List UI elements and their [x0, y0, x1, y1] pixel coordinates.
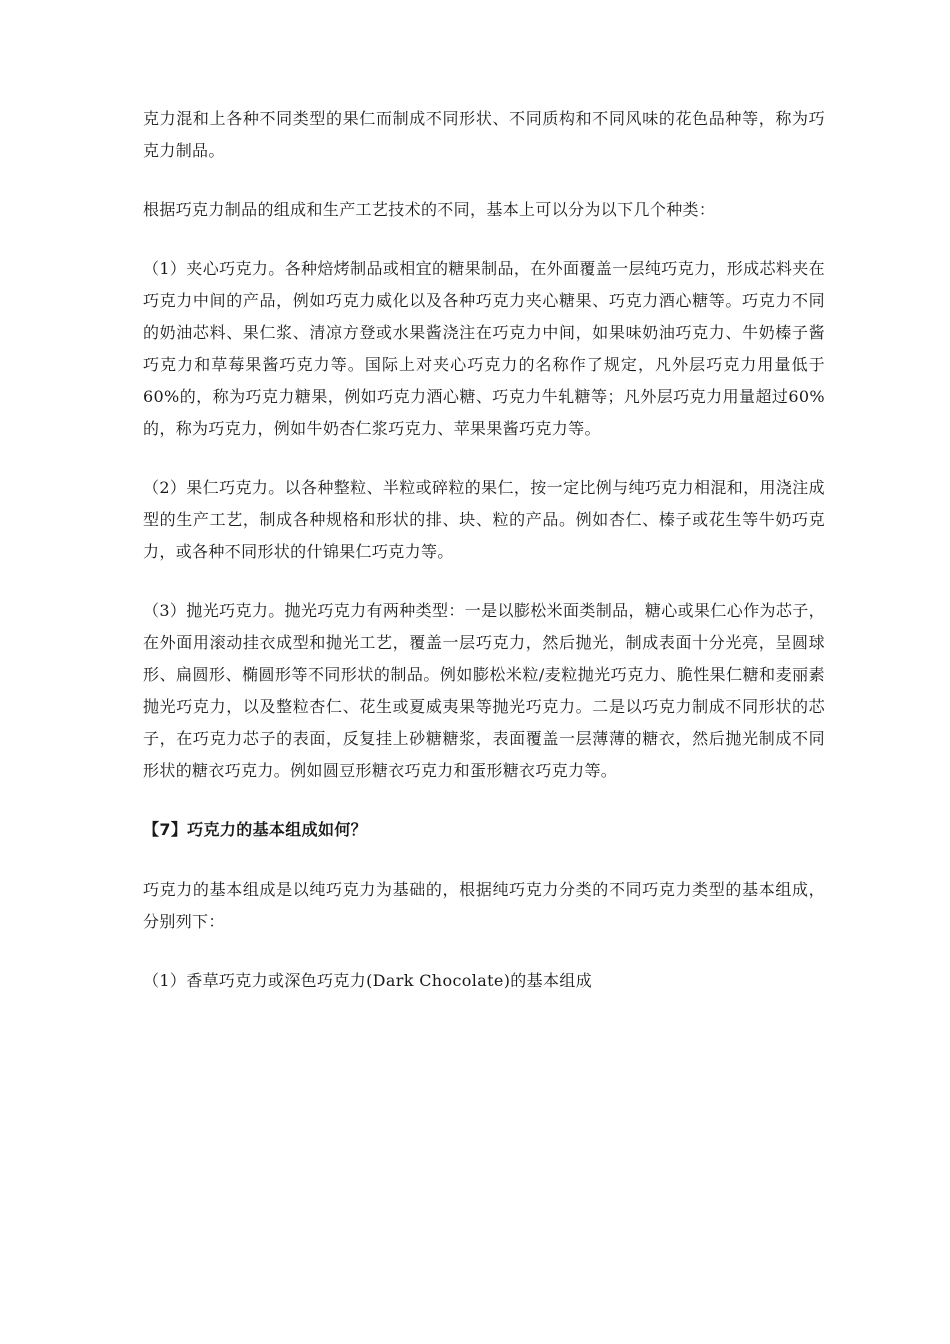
paragraph-basic-composition: 巧克力的基本组成是以纯巧克力为基础的，根据纯巧克力分类的不同巧克力类型的基本组成，分别列下：: [143, 880, 825, 931]
paragraph-dark-chocolate-item: （1）香草巧克力或深色巧克力(Dark Chocolate)的基本组成: [143, 971, 593, 990]
paragraph-intro-continuation: 克力混和上各种不同类型的果仁而制成不同形状、不同质构和不同风味的花色品种等，称为巧克力制品。: [143, 109, 825, 160]
document-body: [143, 103, 825, 1024]
paragraph-nut-chocolate: （2）果仁巧克力。以各种整粒、半粒或碎粒的果仁，按一定比例与纯巧克力相混和，用浇注成型的生产工艺，制成各种规格和形状的排、块、粒的产品。例如杏仁、榛子或花生等牛奶巧克力，或各种不同形状的什锦果仁巧克力等。: [143, 478, 825, 561]
section-heading: 【7】巧克力的基本组成如何？: [143, 820, 368, 839]
paragraph-polished-chocolate: （3）抛光巧克力。抛光巧克力有两种类型：一是以膨松米面类制品，糖心或果仁心作为芯子，在外面用滚动挂衣成型和抛光工艺，覆盖一层巧克力，然后抛光，制成表面十分光亮，呈圆球形、扁圆形、椭圆形等不同形状的制品。例如膨松米粒/麦粒抛光巧克力、脆性果仁糖和麦丽素抛光巧克力，以及整粒杏仁、花生或夏威夷果等抛光巧克力。二是以巧克力制成不同形状的芯子，在巧克力芯子的表面，反复挂上砂糖糖浆，表面覆盖一层薄薄的糖衣，然后抛光制成不同形状的糖衣巧克力。例如圆豆形糖衣巧克力和蛋形糖衣巧克力等。: [143, 601, 825, 780]
paragraph-filled-chocolate: （1）夹心巧克力。各种焙烤制品或相宜的糖果制品，在外面覆盖一层纯巧克力，形成芯料夹在巧克力中间的产品，例如巧克力威化以及各种巧克力夹心糖果、巧克力酒心糖等。巧克力不同的奶油芯料、果仁浆、清凉方登或水果酱浇注在巧克力中间，如果味奶油巧克力、牛奶榛子酱巧克力和草莓果酱巧克力等。国际上对夹心巧克力的名称作了规定，凡外层巧克力用量低于60%的，称为巧克力糖果，例如巧克力酒心糖、巧克力牛轧糖等；凡外层巧克力用量超过60%的，称为巧克力，例如牛奶杏仁浆巧克力、苹果果酱巧克力等。: [143, 259, 825, 438]
paragraph-classification: 根据巧克力制品的组成和生产工艺技术的不同，基本上可以分为以下几个种类：: [143, 200, 716, 219]
